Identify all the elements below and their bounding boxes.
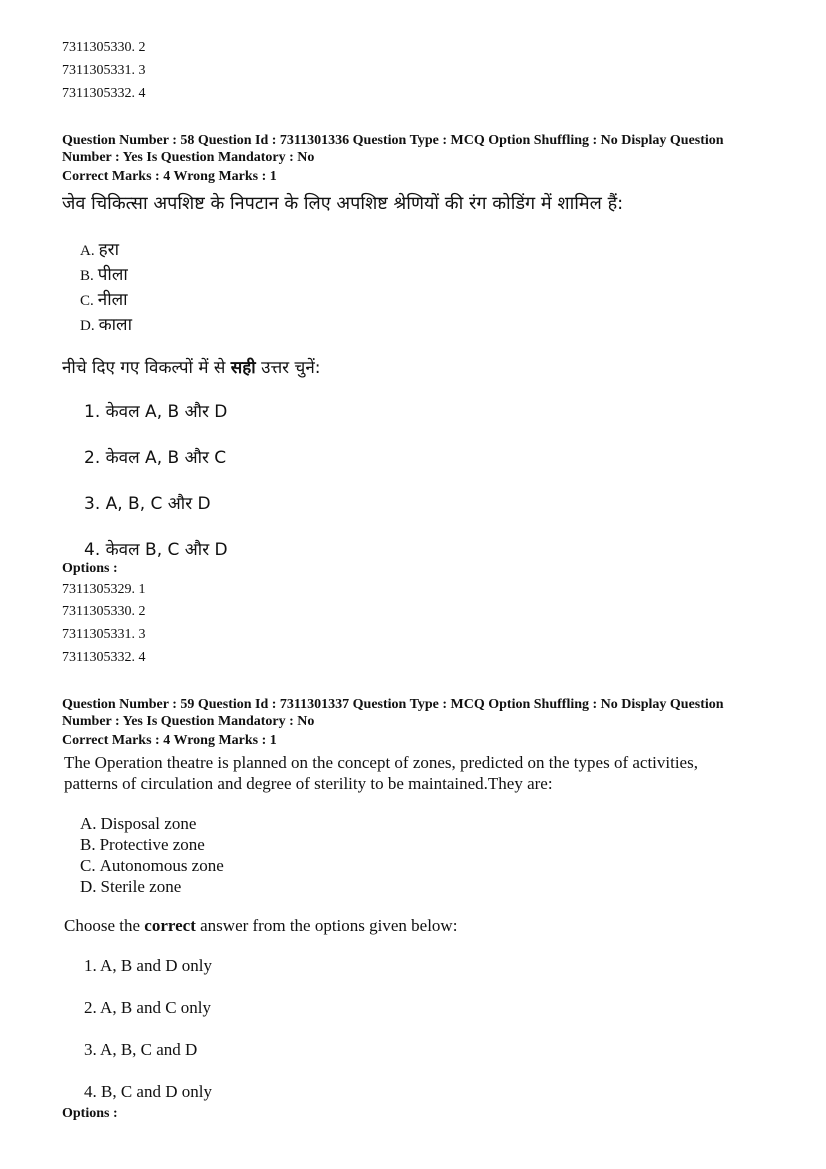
- q58-item-c: [80, 287, 128, 310]
- item-text: पीला: [97, 265, 128, 285]
- instruction-emphasis: सही: [230, 358, 256, 378]
- item-label: D.: [80, 877, 97, 896]
- item-label: A.: [80, 814, 97, 833]
- question-58-instruction: [62, 355, 321, 378]
- q59-options-label: Options :: [62, 1106, 118, 1121]
- question-59-text-line2: patterns of circulation and degree of sterility to be maintained.They are:: [64, 774, 553, 793]
- q58-choice-1: 1. केवल A, B और D: [84, 402, 228, 422]
- item-label: C.: [80, 293, 94, 309]
- instruction-text: नीचे दिए गए विकल्पों में से: [62, 358, 231, 378]
- question-59-meta: Question Number : 59 Question Id : 7311301337 Question Type : MCQ Option Shuffling : No Display Question Number : Yes Is Question Mandatory : No: [62, 697, 724, 729]
- q59-item-c: [80, 856, 224, 876]
- instruction-text: answer from the options given below:: [195, 916, 458, 935]
- item-label: D.: [80, 318, 95, 334]
- q58-item-b: [80, 262, 128, 285]
- q59-choice-3: 3. A, B, C and D: [84, 1040, 198, 1059]
- item-text: नीला: [97, 290, 128, 310]
- q58-choice-3: 3. A, B, C और D: [84, 494, 211, 514]
- q58-item-a: [80, 237, 119, 260]
- item-label: A.: [80, 243, 95, 259]
- item-text: Disposal zone: [100, 814, 197, 833]
- question-59-marks: Correct Marks : 4 Wrong Marks : 1: [62, 733, 277, 748]
- question-59-instruction: [64, 916, 457, 936]
- item-label: C.: [80, 856, 96, 875]
- instruction-text: उत्तर चुनें:: [255, 358, 321, 378]
- question-58-text: जेव चिकित्सा अपशिष्ट के निपटान के लिए अपशिष्ट श्रेणियों की रंग कोडिंग में शामिल हैं:: [62, 193, 624, 214]
- instruction-emphasis: correct: [144, 916, 196, 935]
- option-id-line: 7311305332. 4: [62, 86, 146, 101]
- q58-item-d: [80, 312, 132, 335]
- option-id-line: 7311305329. 1: [62, 582, 146, 597]
- item-text: काला: [98, 315, 132, 335]
- question-58-marks: Correct Marks : 4 Wrong Marks : 1: [62, 169, 277, 184]
- q59-choice-2: 2. A, B and C only: [84, 998, 212, 1017]
- q59-item-a: [80, 814, 196, 834]
- question-59-text-line1: The Operation theatre is planned on the concept of zones, predicted on the types of activities,: [64, 753, 698, 772]
- option-id-line: 7311305330. 2: [62, 40, 146, 55]
- item-text: हरा: [98, 240, 119, 260]
- item-label: B.: [80, 835, 96, 854]
- item-label: B.: [80, 268, 94, 284]
- q58-choice-2: 2. केवल A, B और C: [84, 448, 227, 468]
- item-text: Protective zone: [99, 835, 205, 854]
- option-id-line: 7311305331. 3: [62, 63, 146, 78]
- q58-choice-4: 4. केवल B, C और D: [84, 540, 228, 560]
- q59-choice-4: 4. B, C and D only: [84, 1082, 212, 1101]
- item-text: Sterile zone: [100, 877, 182, 896]
- instruction-text: Choose the: [64, 916, 145, 935]
- q59-item-b: [80, 835, 205, 855]
- item-text: Autonomous zone: [99, 856, 224, 875]
- question-58-meta: Question Number : 58 Question Id : 7311301336 Question Type : MCQ Option Shuffling : No Display Question Number : Yes Is Question Mandatory : No: [62, 133, 724, 165]
- option-id-line: 7311305331. 3: [62, 627, 146, 642]
- option-id-line: 7311305332. 4: [62, 650, 146, 665]
- q59-item-d: [80, 877, 181, 897]
- option-id-line: 7311305330. 2: [62, 604, 146, 619]
- q59-choice-1: 1. A, B and D only: [84, 956, 212, 975]
- q58-options-label: Options :: [62, 561, 118, 576]
